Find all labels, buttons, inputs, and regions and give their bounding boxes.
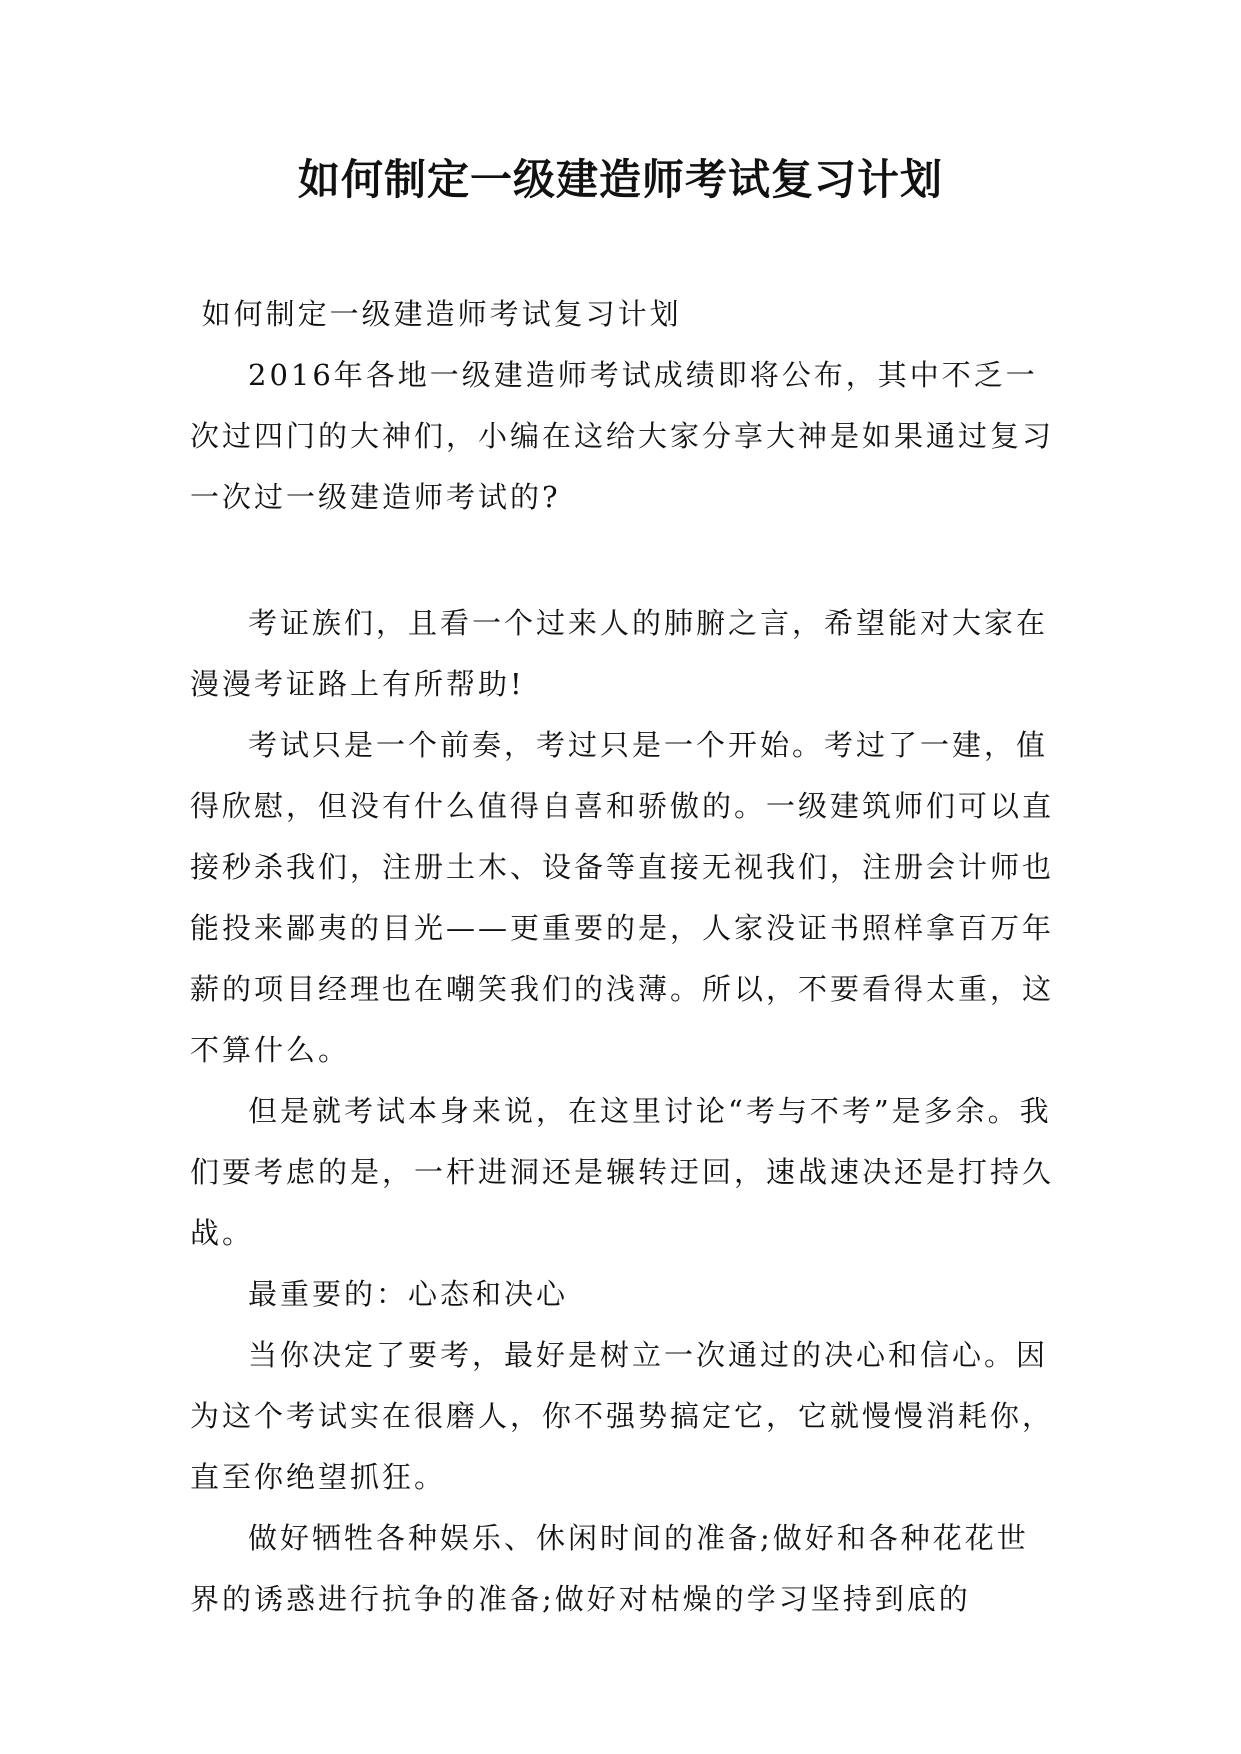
paragraph-preparation: 做好牺牲各种娱乐、休闲时间的准备;做好和各种花花世界的诱惑进行抗争的准备;做好对枯燥的学习坚持到底的 [190,1521,1029,1616]
paragraph-advice: 考证族们，且看一个过来人的肺腑之言，希望能对大家在漫漫考证路上有所帮助! [190,606,1049,701]
document-title: 如何制定一级建造师考试复习计划 [297,155,943,204]
document-subheading: 如何制定一级建造师考试复习计划 [201,297,682,331]
document-body [190,284,1060,1630]
paragraph-intro: 2016年各地一级建造师考试成绩即将公布，其中不乏一次过四门的大神们，小编在这给大家分享大神是如果通过复习一次过一级建造师考试的? [190,358,1055,514]
paragraph-exam-itself: 但是就考试本身来说，在这里讨论“考与不考”是多余。我们要考虑的是，一杆进洞还是辗转迂回，速战速决还是打持久战。 [190,1094,1055,1250]
paragraph-determination: 当你决定了要考，最好是树立一次通过的决心和信心。因为这个考试实在很磨人，你不强势搞定它，它就慢慢消耗你，直至你绝望抓狂。 [190,1338,1055,1494]
paragraph-prelude: 考试只是一个前奏，考过只是一个开始。考过了一建，值得欣慰，但没有什么值得自喜和骄傲的。一级建筑师们可以直接秒杀我们，注册土木、设备等直接无视我们，注册会计师也能投来鄙夷的目光——更重要的是，人家没证书照样拿百万年薪的项目经理也在嘲笑我们的浅薄。所以，不要看得太重，这不算什么。 [190,728,1055,1067]
paragraph-section-heading: 最重要的：心态和决心 [248,1277,569,1311]
